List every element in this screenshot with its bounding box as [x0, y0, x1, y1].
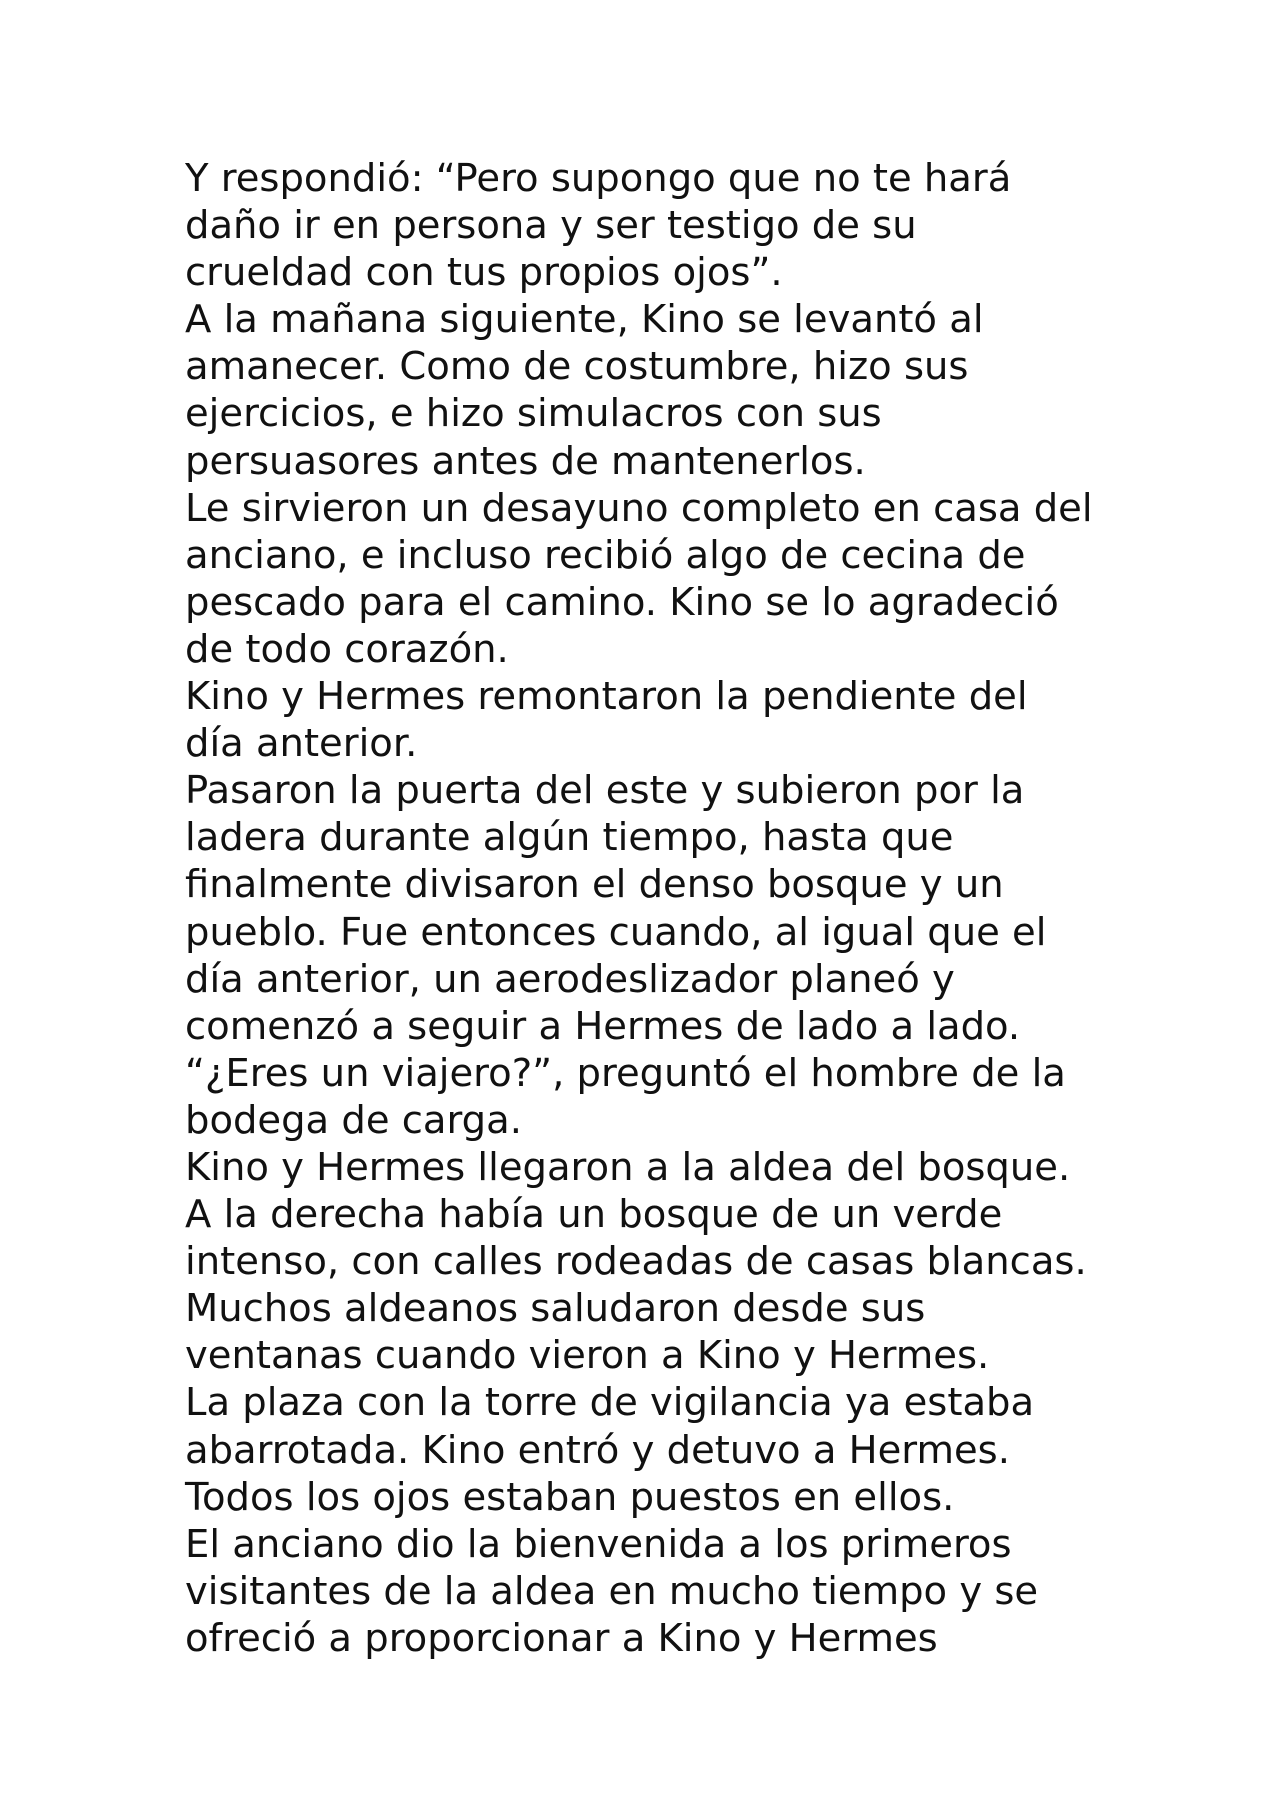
text-line: amanecer. Como de costumbre, hizo sus — [185, 344, 969, 390]
text-line: A la mañana siguiente, Kino se levantó al — [185, 297, 984, 343]
body-text — [185, 155, 1145, 1662]
text-line: Kino y Hermes remontaron la pendiente del — [185, 674, 1028, 720]
text-line: Pasaron la puerta del este y subieron por la — [185, 768, 1025, 814]
text-line: La plaza con la torre de vigilancia ya estaba — [185, 1380, 1035, 1426]
text-line: ejercicios, e hizo simulacros con sus — [185, 391, 882, 437]
text-line: de todo corazón. — [185, 626, 509, 672]
text-line: día anterior. — [185, 721, 418, 767]
text-line: persuasores antes de mantenerlos. — [185, 438, 866, 484]
text-line: Todos los ojos estaban puestos en ellos. — [185, 1474, 955, 1520]
text-line: A la derecha había un bosque de un verde — [185, 1192, 1003, 1238]
text-line: Le sirvieron un desayuno completo en casa del — [185, 485, 1093, 531]
text-line: anciano, e incluso recibió algo de cecina de — [185, 532, 1026, 578]
text-line: crueldad con tus propios ojos”. — [185, 250, 783, 296]
text-line: Kino y Hermes llegaron a la aldea del bosque. — [185, 1144, 1071, 1190]
text-line: Muchos aldeanos saludaron desde sus — [185, 1286, 926, 1332]
text-line: intenso, con calles rodeadas de casas blancas. — [185, 1239, 1087, 1285]
text-line: ladera durante algún tiempo, hasta que — [185, 815, 954, 861]
text-line: día anterior, un aerodeslizador planeó y — [185, 956, 955, 1002]
text-line: abarrotada. Kino entró y detuvo a Hermes. — [185, 1427, 1010, 1473]
text-line: bodega de carga. — [185, 1097, 522, 1143]
text-line: daño ir en persona y ser testigo de su — [185, 203, 917, 249]
text-line: pescado para el camino. Kino se lo agradeció — [185, 579, 1059, 625]
text-line: ofreció a proporcionar a Kino y Hermes — [185, 1615, 938, 1661]
text-line: pueblo. Fue entonces cuando, al igual que el — [185, 909, 1047, 955]
text-line: El anciano dio la bienvenida a los primeros — [185, 1521, 1012, 1567]
text-line: ventanas cuando vieron a Kino y Hermes. — [185, 1333, 990, 1379]
text-line: comenzó a seguir a Hermes de lado a lado. — [185, 1003, 1021, 1049]
text-line: Y respondió: “Pero supongo que no te hará — [185, 156, 1012, 201]
text-line: visitantes de la aldea en mucho tiempo y se — [185, 1568, 1039, 1614]
text-line: finalmente divisaron el denso bosque y un — [185, 862, 1004, 908]
text-line: “¿Eres un viajero?”, preguntó el hombre de la — [185, 1050, 1066, 1096]
